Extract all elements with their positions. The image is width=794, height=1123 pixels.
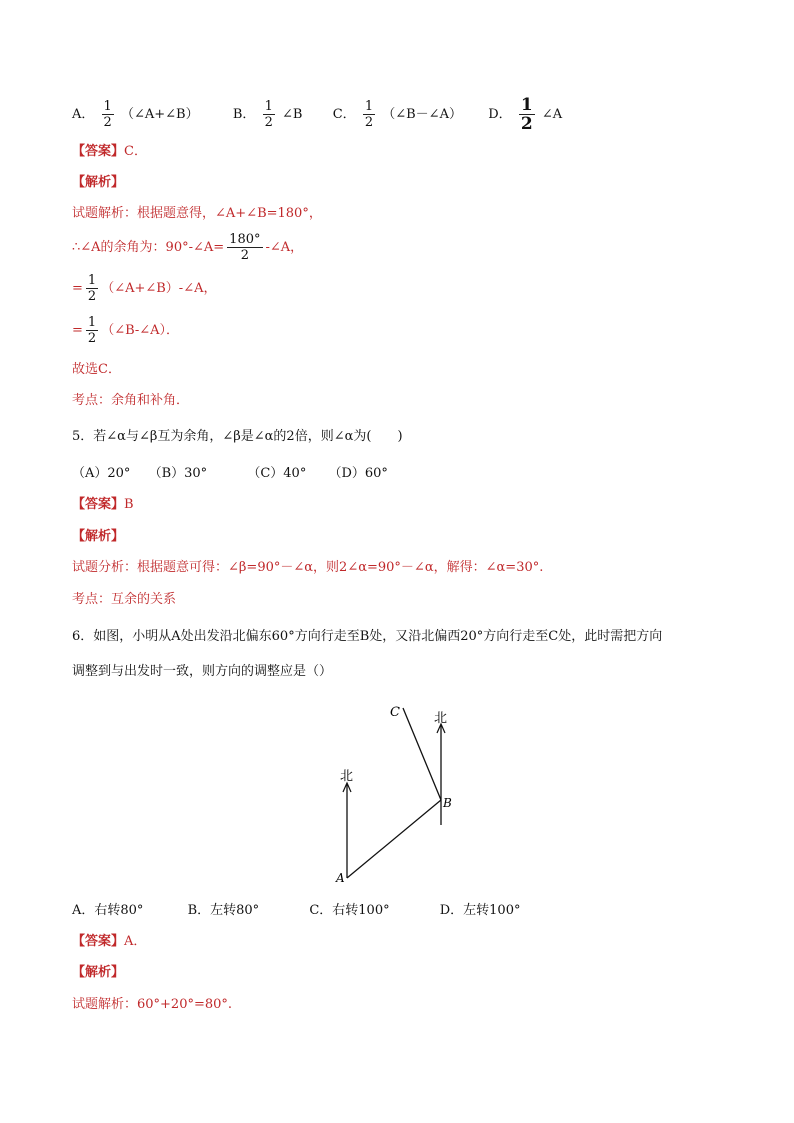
q5-option-a: （A）20° xyxy=(72,466,131,481)
point-label-b: B xyxy=(443,796,452,810)
q4-kaodian: 考点：余角和补角． xyxy=(72,393,190,408)
q4-option-c-fraction: $\frac{1}{2}$ xyxy=(364,99,374,130)
q5-answer xyxy=(72,497,134,513)
answer-value: B xyxy=(124,497,134,512)
q6-analysis: 试题解析：60°+20°=80°. xyxy=(72,997,233,1012)
answer-label: 【答案】 xyxy=(72,497,125,512)
q4-option-b-fraction: $\frac{1}{2}$ xyxy=(264,99,273,130)
q5-option-c: （C）40° xyxy=(247,466,307,481)
q4-option-a-label: A． xyxy=(72,107,95,122)
q6-question-line-1: 6．如图，小明从A处出发沿北偏东60°方向行走至B处，又沿北偏西20°方向行走至C处，此时需把方向 xyxy=(72,629,663,644)
q4-options xyxy=(72,96,562,133)
q4-option-c-text: （∠B－∠A） xyxy=(382,107,462,122)
analysis-label: 【解析】 xyxy=(72,965,125,980)
q6-question-line-2: 调整到与出发时一致，则方向的调整应是（） xyxy=(72,664,333,679)
q4-option-c-label: C． xyxy=(332,107,356,122)
fraction: $\frac{180^\circ}{2}$ xyxy=(229,232,261,263)
q6-option-d: D．左转100° xyxy=(439,903,521,918)
answer-value: C． xyxy=(124,144,147,159)
q4-option-d-label: D． xyxy=(488,107,512,122)
q6-option-b: B．左转80° xyxy=(187,903,260,918)
q4-analysis-line-1: 试题解析：根据题意得，∠A+∠B=180°， xyxy=(72,206,322,221)
q4-analysis-line-3: = $\frac{1}{2}$ （∠A+∠B）-∠A， xyxy=(72,273,217,304)
answer-value: A． xyxy=(124,934,147,949)
analysis-label: 【解析】 xyxy=(72,175,125,190)
q4-option-a-fraction: $\frac{1}{2}$ xyxy=(103,99,112,130)
point-label-c: C xyxy=(390,705,400,720)
q6-option-c: C．右转100° xyxy=(309,903,390,918)
q4-option-b-label: B． xyxy=(232,107,256,122)
north-label-b: 北 xyxy=(434,711,448,726)
q4-option-a-text: （∠A+∠B） xyxy=(120,107,199,122)
q4-analysis-line-4: = $\frac{1}{2}$ （∠B-∠A）． xyxy=(72,315,180,346)
q4-conclusion: 故选C． xyxy=(72,362,121,377)
segment-ab xyxy=(347,800,441,878)
analysis-label: 【解析】 xyxy=(72,529,125,544)
q5-question: 5．若∠α与∠β互为余角，∠β是∠α的2倍，则∠α为( ) xyxy=(72,429,403,444)
q5-kaodian: 考点：互余的关系 xyxy=(72,592,177,607)
q5-analysis: 试题分析：根据题意可得：∠β=90°－∠α，则2∠α=90°－∠α，解得：∠α=30°. xyxy=(72,560,544,575)
q4-answer xyxy=(72,144,147,160)
q6-answer xyxy=(72,934,146,950)
fraction: $\frac{1}{2}$ xyxy=(87,273,97,304)
answer-label: 【答案】 xyxy=(72,144,125,159)
q5-options xyxy=(72,466,388,482)
q5-option-b: （B）30° xyxy=(148,466,208,481)
q4-option-b-text: ∠B xyxy=(281,107,303,122)
fraction: $\frac{1}{2}$ xyxy=(87,315,97,346)
north-label-a: 北 xyxy=(340,769,354,784)
q6-options xyxy=(72,903,520,919)
point-label-a: A xyxy=(336,871,345,885)
q6-option-a: A．右转80° xyxy=(72,903,144,918)
q4-option-d-fraction: $\frac{1}{2}$ xyxy=(520,95,533,134)
q4-option-d-text: ∠A xyxy=(541,107,563,122)
answer-label: 【答案】 xyxy=(72,934,125,949)
q4-analysis-line-2: ∴∠A的余角为：90°-∠A= $\frac{180^\circ}{2}$ -∠A， xyxy=(72,232,304,263)
q5-option-d: （D）60° xyxy=(328,466,388,481)
